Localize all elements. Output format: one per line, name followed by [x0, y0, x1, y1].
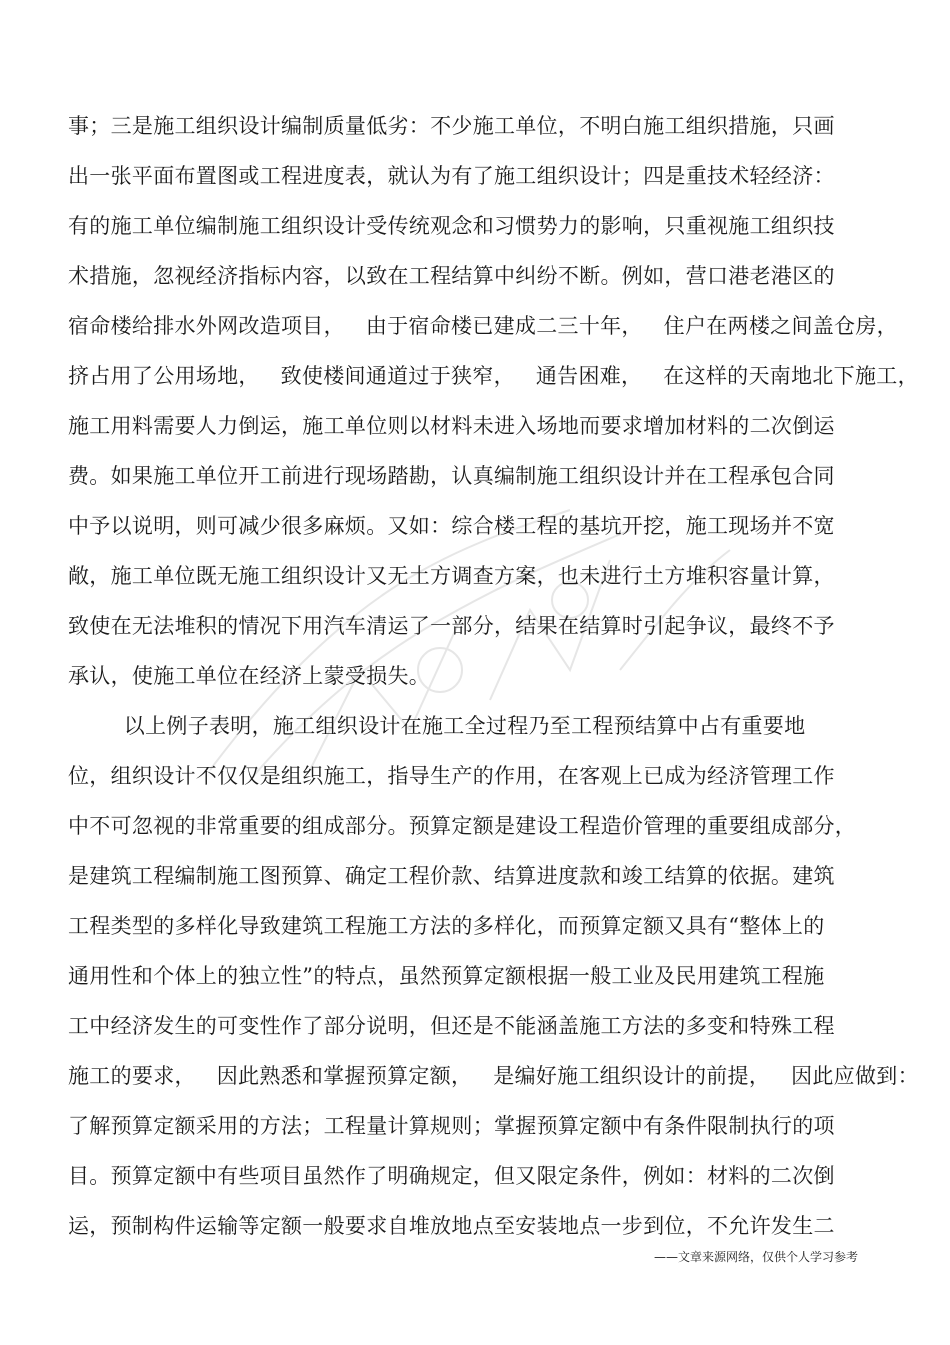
text-line: 敞，施工单位既无施工组织设计又无土方调查方案，也未进行土方堆积容量计算，: [68, 564, 835, 588]
text-line: 位，组织设计不仅仅是组织施工，指导生产的作用，在客观上已成为经济管理工作: [68, 764, 835, 788]
text-line: 中不可忽视的非常重要的组成部分。预算定额是建设工程造价管理的重要组成部分，: [68, 814, 857, 838]
text-line: 中予以说明，则可减少很多麻烦。又如：综合楼工程的基坑开挖，施工现场并不宽: [68, 514, 835, 538]
text-line: 是建筑工程编制施工图预算、确定工程价款、结算进度款和竣工结算的依据。建筑: [68, 864, 835, 888]
text-line: 目。预算定额中有些项目虽然作了明确规定，但又限定条件，例如：材料的二次倒: [68, 1164, 835, 1188]
text-line: 承认，使施工单位在经济上蒙受损失。: [68, 664, 431, 688]
text-line: 致使在无法堆积的情况下用汽车清运了一部分，结果在结算时引起争议，最终不予: [68, 614, 835, 638]
text-line: 了解预算定额采用的方法；工程量计算规则；掌握预算定额中有条件限制执行的项: [68, 1114, 835, 1138]
text-line: 挤占用了公用场地， 致使楼间通道过于狭窄， 通告困难， 在这样的天南地北下施工，: [68, 364, 919, 388]
text-line: 有的施工单位编制施工组织设计受传统观念和习惯势力的影响，只重视施工组织技: [68, 214, 835, 238]
text-line: 术措施，忽视经济指标内容，以致在工程结算中纠纷不断。例如，营口港老港区的: [68, 264, 835, 288]
text-line: 施工的要求， 因此熟悉和掌握预算定额， 是编好施工组织设计的前提， 因此应做到：: [68, 1064, 919, 1088]
text-line: 施工用料需要人力倒运，施工单位则以材料未进入场地而要求增加材料的二次倒运: [68, 414, 835, 438]
body-text: [68, 106, 919, 1256]
text-line: 费。如果施工单位开工前进行现场踏勘，认真编制施工组织设计并在工程承包合同: [68, 464, 835, 488]
text-line: 以上例子表明，施工组织设计在施工全过程乃至工程预结算中占有重要地: [68, 714, 806, 738]
text-line: 事；三是施工组织设计编制质量低劣：不少施工单位，不明白施工组织措施，只画: [68, 114, 835, 138]
footer-note: ——文章来源网络，仅供个人学习参考: [653, 1250, 858, 1264]
text-line: 工中经济发生的可变性作了部分说明，但还是不能涵盖施工方法的多变和特殊工程: [68, 1014, 835, 1038]
text-line: 宿命楼给排水外网改造项目， 由于宿命楼已建成二三十年， 住户在两楼之间盖仓房，: [68, 314, 898, 338]
text-line: 工程类型的多样化导致建筑工程施工方法的多样化，而预算定额又具有“整体上的: [68, 914, 825, 938]
text-line: 出一张平面布置图或工程进度表，就认为有了施工组织设计；四是重技术轻经济：: [68, 164, 835, 188]
text-line: 通用性和个体上的独立性”的特点，虽然预算定额根据一般工业及民用建筑工程施: [68, 964, 825, 988]
text-line: 运，预制构件运输等定额一般要求自堆放地点至安装地点一步到位，不允许发生二: [68, 1214, 835, 1238]
